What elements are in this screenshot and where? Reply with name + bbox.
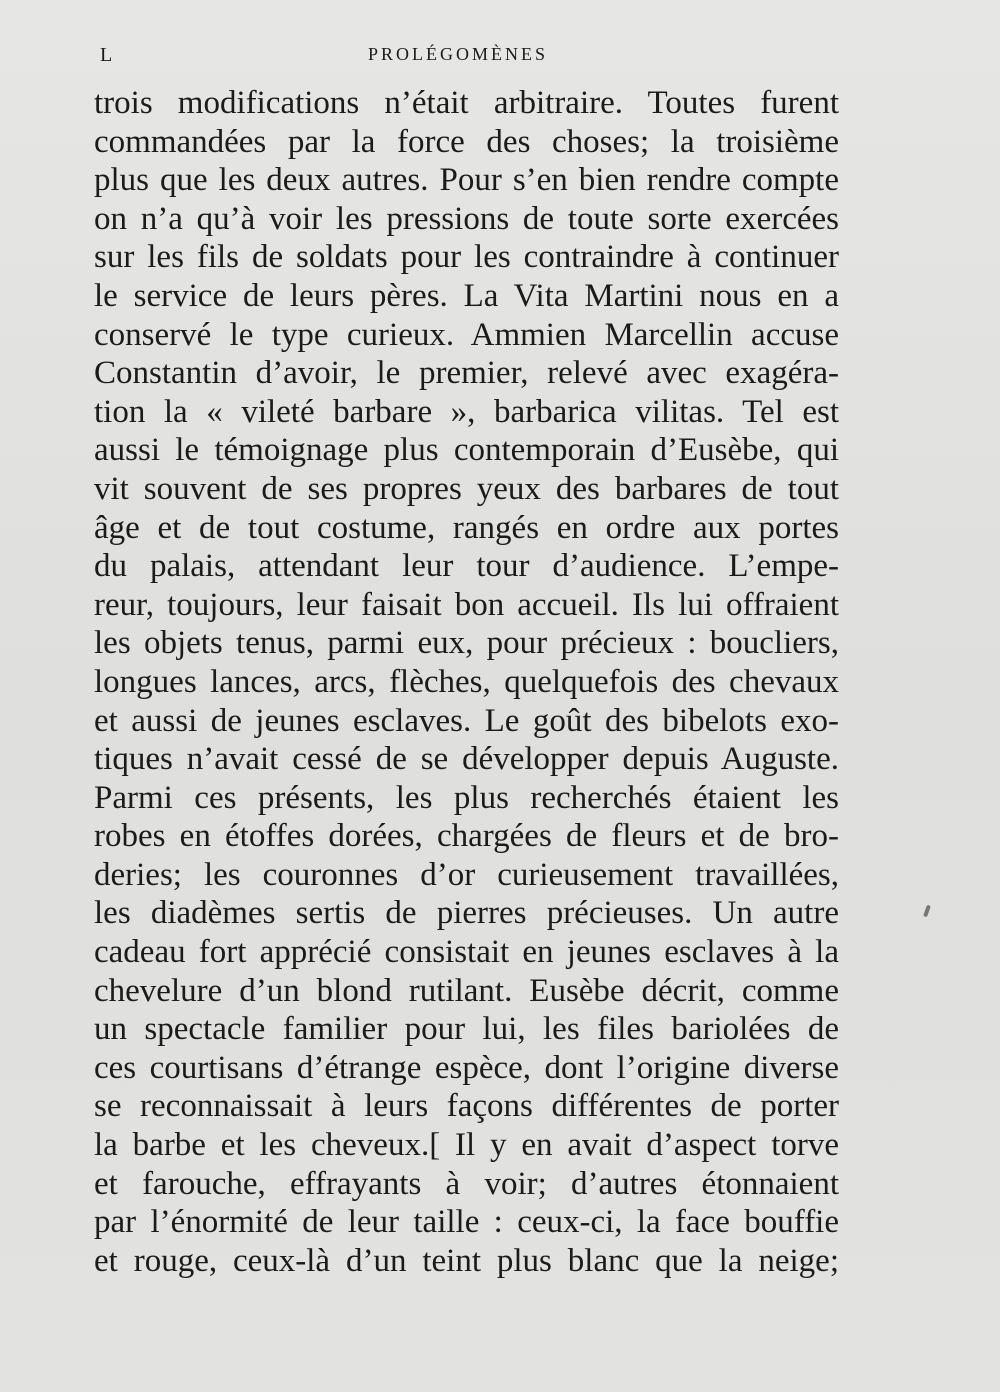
text-line: Parmi ces présents, les plus recherchés étaient les [94,779,839,816]
text-line: commandées par la force des choses; la troisième [94,123,839,160]
text-line: se reconnaissait à leurs façons différentes de porter [94,1088,839,1125]
page-header [100,44,845,74]
text-line: les diadèmes sertis de pierres précieuses. Un autre [94,895,839,932]
text-line: le service de leurs pères. La Vita Martini nous en a [94,277,839,314]
text-line: deries; les couronnes d’or curieusement travaillées, [94,856,839,893]
text-line: cadeau fort apprécié consistait en jeunes esclaves à la [94,934,839,971]
text-line: Constantin d’avoir, le premier, relevé avec exagéra- [94,355,839,392]
text-line: plus que les deux autres. Pour s’en bien rendre compte [94,162,839,199]
text-line: et farouche, effrayants à voir; d’autres étonnaient [94,1165,839,1202]
page-number: L [100,44,115,66]
text-line: sur les fils de soldats pour les contraindre à continuer [94,239,839,276]
text-line: la barbe et les cheveux.[ Il y en avait d’aspect torve [94,1127,839,1164]
text-line: vit souvent de ses propres yeux des barbares de tout [94,470,839,507]
text-line: et aussi de jeunes esclaves. Le goût des bibelots exo- [94,702,839,739]
text-line: longues lances, arcs, flèches, quelquefois des chevaux [94,663,839,700]
running-title: PROLÉGOMÈNES [368,44,549,64]
text-line: un spectacle familier pour lui, les files bariolées de [94,1011,839,1048]
text-line: par l’énormité de leur taille : ceux-ci, la face bouffie [94,1204,839,1241]
margin-mark [923,905,931,918]
text-line: reur, toujours, leur faisait bon accueil. Ils lui offraient [94,586,839,623]
text-line: âge et de tout costume, rangés en ordre aux portes [94,509,839,546]
text-line: trois modifications n’était arbitraire. Toutes furent [94,85,839,121]
text-line: les objets tenus, parmi eux, pour précieux : boucliers, [94,625,839,662]
body-text [94,84,839,1280]
text-line: chevelure d’un blond rutilant. Eusèbe décrit, comme [94,972,839,1009]
text-line: aussi le témoignage plus contemporain d’Eusèbe, qui [94,432,839,469]
text-line: ces courtisans d’étrange espèce, dont l’origine diverse [94,1049,839,1086]
text-line: et rouge, ceux-là d’un teint plus blanc que la neige; [94,1242,839,1279]
text-line: du palais, attendant leur tour d’audience. L’empe- [94,548,839,585]
text-line: robes en étoffes dorées, chargées de fleurs et de bro- [94,818,839,855]
text-line: conservé le type curieux. Ammien Marcellin accuse [94,316,839,353]
text-line: tiques n’avait cessé de se développer depuis Auguste. [94,741,839,778]
text-line: on n’a qu’à voir les pressions de toute sorte exercées [94,200,839,237]
text-line: tion la « vileté barbare », barbarica vilitas. Tel est [94,393,839,430]
